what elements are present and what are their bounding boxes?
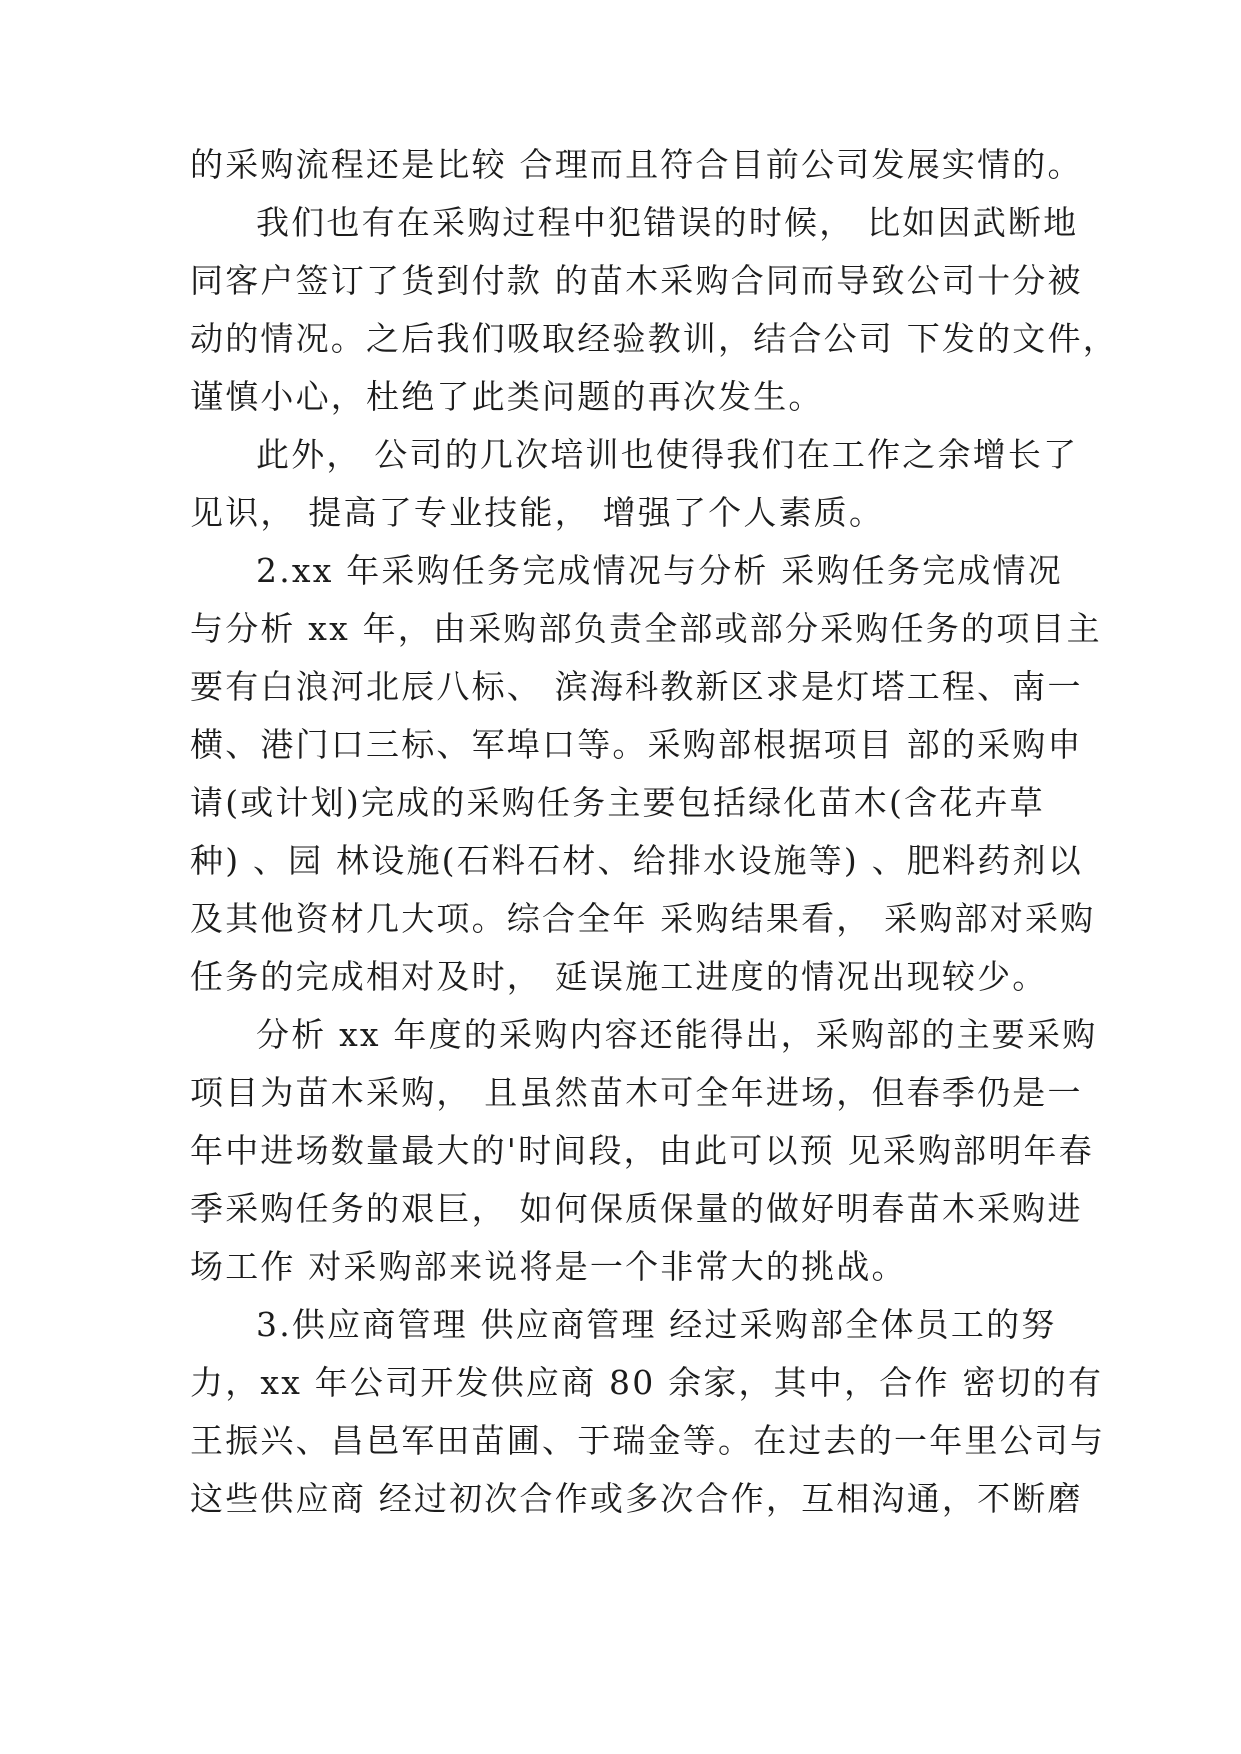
text-line: 场工作 对采购部来说将是一个非常大的挑战。 xyxy=(190,1247,907,1286)
text-line: 的采购流程还是比较 合理而且符合目前公司发展实情的。 xyxy=(190,145,1083,184)
text-line: 这些供应商 经过初次合作或多次合作，互相沟通，不断磨 xyxy=(190,1479,1083,1518)
text-line: 同客户签订了货到付款 的苗木采购合同而导致公司十分被 xyxy=(190,261,1083,300)
text-line: 任务的完成相对及时， 延误施工进度的情况出现较少。 xyxy=(190,957,1048,996)
text-line: 王振兴、昌邑军田苗圃、于瑞金等。在过去的一年里公司与 xyxy=(190,1421,1106,1460)
text-line: 项目为苗木采购， 且虽然苗木可全年进场，但春季仍是一 xyxy=(190,1073,1083,1112)
paragraph-start-line: 2.xx 年采购任务完成情况与分析 采购任务完成情况 xyxy=(256,551,1063,590)
text-line: 及其他资材几大项。综合全年 采购结果看， 采购部对采购 xyxy=(190,899,1096,938)
text-line: 动的情况。之后我们吸取经验教训，结合公司 下发的文件， xyxy=(190,319,1118,358)
text-line: 谨慎小心，杜绝了此类问题的再次发生。 xyxy=(190,377,824,416)
paragraph-start-line: 此外， 公司的几次培训也使得我们在工作之余增长了 xyxy=(256,435,1079,474)
text-line: 请(或计划)完成的采购任务主要包括绿化苗木(含花卉草 xyxy=(190,783,1045,822)
paragraph-start-line: 分析 xx 年度的采购内容还能得出，采购部的主要采购 xyxy=(256,1015,1098,1054)
text-line: 要有白浪河北辰八标、 滨海科教新区求是灯塔工程、南一 xyxy=(190,667,1083,706)
text-line: 季采购任务的艰巨， 如何保质保量的做好明春苗木采购进 xyxy=(190,1189,1083,1228)
text-line: 见识， 提高了专业技能， 增强了个人素质。 xyxy=(190,493,885,532)
text-line: 与分析 xx 年，由采购部负责全部或部分采购任务的项目主 xyxy=(190,609,1102,648)
paragraph-start-line: 3.供应商管理 供应商管理 经过采购部全体员工的努 xyxy=(256,1305,1057,1344)
text-line: 横、港门口三标、军埠口等。采购部根据项目 部的采购申 xyxy=(190,725,1083,764)
paragraph-start-line: 我们也有在采购过程中犯错误的时候， 比如因武断地 xyxy=(256,203,1079,242)
text-line: 力，xx 年公司开发供应商 80 余家，其中，合作 密切的有 xyxy=(190,1363,1104,1402)
text-line: 种) 、园 林设施(石料石材、给排水设施等) 、肥料药剂以 xyxy=(190,841,1083,880)
text-line: 年中进场数量最大的'时间段，由此可以预 见采购部明年春 xyxy=(190,1131,1094,1170)
